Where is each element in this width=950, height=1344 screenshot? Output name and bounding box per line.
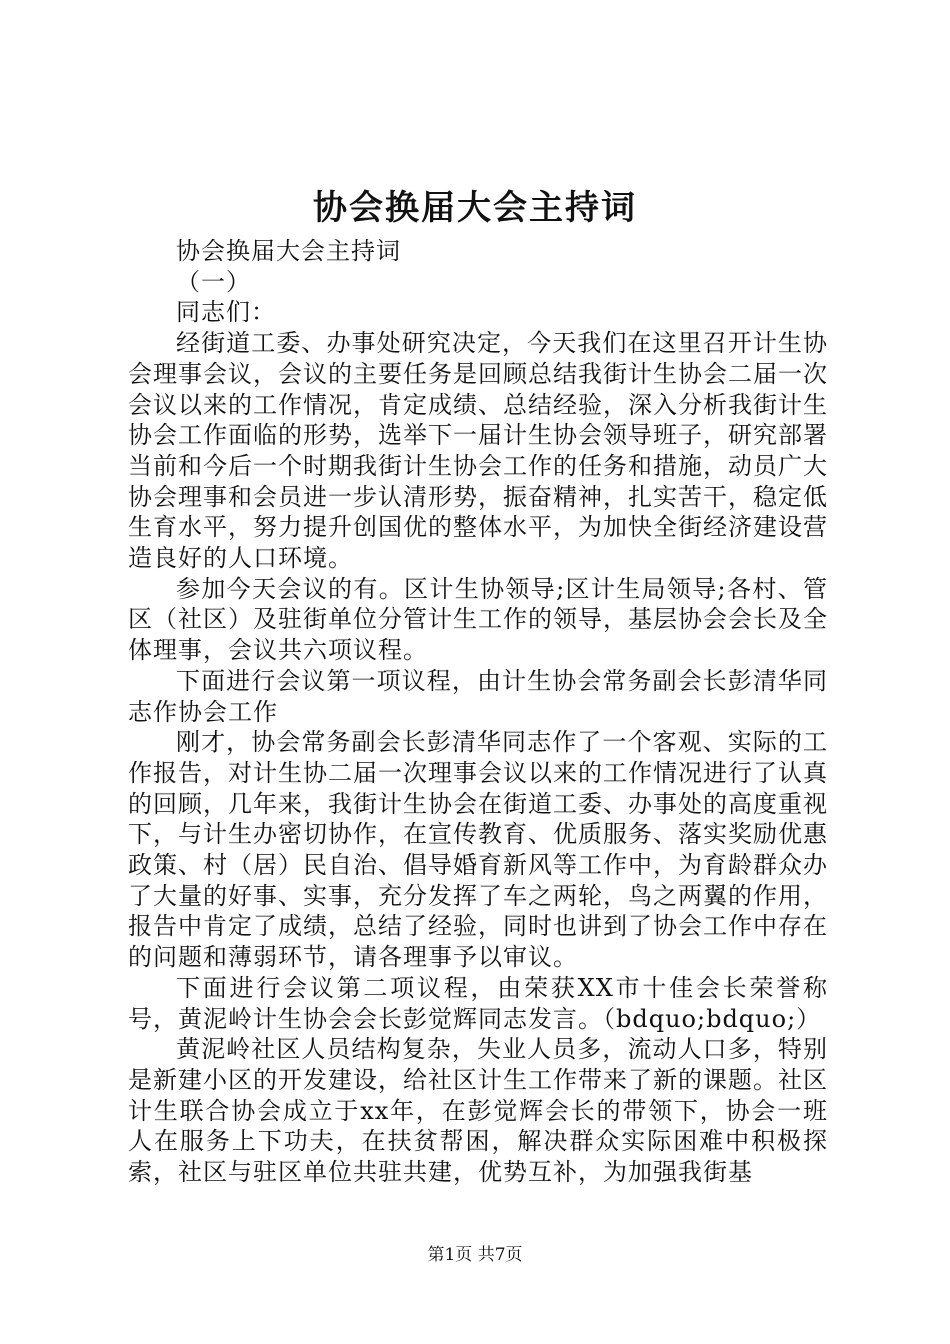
paragraph: 参加今天会议的有。区计生协领导;区计生局领导;各村、管区（社区）及驻街单位分管计生工作的领导，基层协会会长及全体理事，会议共六项议程。 (128, 574, 828, 665)
section-mark: （一） (176, 267, 251, 296)
greeting-line: 同志们： (176, 298, 276, 327)
paragraph: 刚才，协会常务副会长彭清华同志作了一个客观、实际的工作报告，对计生协二届一次理事会议以来的工作情况进行了认真的回顾，几年来，我街计生协会在街道工委、办事处的高度重视下，与计生办密切协作，在宣传教育、优质服务、落实奖励优惠政策、村（居）民自治、倡导婚育新风等工作中，为育龄群众办了大量的好事、实事，充分发挥了车之两轮，鸟之两翼的作用，报告中肯定了成绩，总结了经验，同时也讲到了协会工作中存在的问题和薄弱环节，请各理事予以审议。 (128, 728, 828, 972)
document-title: 协会换届大会主持词 (313, 188, 637, 228)
paragraph: 经街道工委、办事处研究决定，今天我们在这里召开计生协会理事会议，会议的主要任务是回顾总结我街计生协会二届一次会议以来的工作情况，肯定成绩、总结经验，深入分析我街计生协会工作面临的形势，选举下一届计生协会领导班子，研究部署当前和今后一个时期我街计生协会工作的任务和措施，动员广大协会理事和会员进一步认清形势，振奋精神，扎实苦干，稳定低生育水平，努力提升创国优的整体水平，为加快全街经济建设营造良好的人口环境。 (128, 329, 828, 573)
subtitle-line: 协会换届大会主持词 (176, 237, 401, 265)
document-body (128, 236, 828, 1188)
paragraph: 下面进行会议第一项议程，由计生协会常务副会长彭清华同志作协会工作 (128, 666, 828, 726)
paragraph: 下面进行会议第二项议程，由荣获XX市十佳会长荣誉称号，黄泥岭计生协会会长彭觉辉同志发言。（bdquo;bdquo;） (128, 973, 828, 1033)
paragraph: 黄泥岭社区人员结构复杂，失业人员多，流动人口多，特别是新建小区的开发建设，给社区计生工作带来了新的课题。社区计生联合协会成立于xx年，在彭觉辉会长的带领下，协会一班人在服务上下功夫，在扶贫帮困，解决群众实际困难中积极探索，社区与驻区单位共驻共建，优势互补，为加强我街基 (128, 1035, 828, 1187)
page-number-footer: 第1页 共7页 (427, 1245, 523, 1265)
